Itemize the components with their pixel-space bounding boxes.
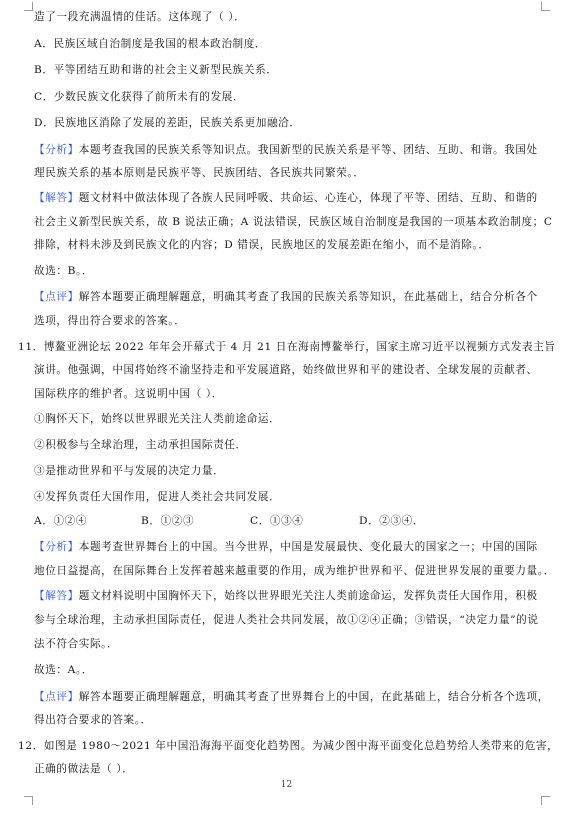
q10-answer-line-3: 排除，材料未涉及到民族文化的内容；D 错误，民族地区的发展差距在缩小，而不是消除。．: [34, 239, 490, 251]
q11-comment-line-1: [34, 690, 547, 704]
q11-statement-3: ③是推动世界和平与发展的决定力量．: [34, 465, 225, 477]
q10-comment-line-2: 选项，得出符合要求的答案。．: [34, 315, 186, 327]
q11-comment-line-2: 得出符合要求的答案。．: [34, 714, 152, 726]
q11-option-a: A．①②④: [34, 515, 88, 527]
q11-comment-text: 解答本题要正确理解题意，明确其考查了世界舞台上的中国，在此基础上，结合分析各个选项，: [78, 691, 549, 703]
q12-stem-line-2: 正确的做法是（ ）．: [34, 763, 134, 775]
q10-option-b: B．平等团结互助和谐的社会主义新型民族关系．: [34, 64, 278, 76]
q10-choice: 故选：B。．: [34, 265, 94, 277]
q11-option-b: B．①②③: [141, 515, 195, 527]
comment-tag: 【点评】: [34, 691, 79, 703]
corner-mark-bottom-left: [24, 796, 33, 805]
q11-answer-line-2: 参与全球治理，主动承担国际责任，促进人类社会共同发展，故①②④正确；③错误，“决定力量”的说: [34, 614, 539, 626]
q10-stem-end: 造了一段充满温情的佳话。这体现了（ ）．: [34, 11, 246, 23]
q11-answer-text: 题文材料说明中国胸怀天下，始终以世界眼光关注人类前途命运，发挥负责任大国作用，积极: [78, 590, 538, 602]
q11-statement-1: ①胸怀天下，始终以世界眼光关注人类前途命运．: [34, 413, 281, 425]
q11-stem-line-2: 演讲。他强调，中国将始终不渝坚持走和平发展道路，始终做世界和平的建设者、全球发展的贡献者、: [34, 364, 538, 376]
q10-analysis-text: 本题考查我国的民族关系等知识点。我国新型的民族关系是平等、团结、互助、和谐。我国处: [78, 144, 538, 156]
answer-tag: 【解答】: [34, 192, 79, 204]
q10-answer-line-1: [34, 191, 547, 205]
page-number: 12: [280, 780, 293, 790]
q12-stem-line-1: 12．如图是 1980～2021 年中国沿海海平面变化趋势图。为减少图中海平面变化总趋势给人类带来的危害，: [18, 740, 559, 752]
q10-answer-text: 题文材料中做法体现了各族人民同呼吸、共命运、心连心，体现了平等、团结、互助、和谐的: [78, 192, 538, 204]
q10-comment-line-1: [34, 290, 547, 304]
answer-tag: 【解答】: [34, 590, 79, 602]
analysis-tag: 【分析】: [34, 144, 79, 156]
analysis-tag: 【分析】: [34, 541, 79, 553]
q11-statement-2: ②积极参与全球治理，主动承担国际责任．: [34, 439, 247, 451]
q11-stem-line-1: 11．博鳌亚洲论坛 2022 年年会开幕式于 4 月 21 日在海南博鳌举行，国家主席习近平以视频方式发表主旨: [18, 341, 556, 353]
q11-analysis-line-1: [34, 540, 547, 554]
corner-mark-top-left: [24, 2, 33, 11]
q10-option-c: C．少数民族文化获得了前所未有的发展．: [34, 91, 245, 103]
q11-choice: 故选：A。．: [34, 664, 93, 676]
q11-option-d: D．②③④．: [359, 515, 425, 527]
q10-analysis-line-2: 理民族关系的基本原则是民族平等、民族团结、各民族共同繁荣。．: [34, 167, 365, 179]
corner-mark-bottom-right: [541, 796, 550, 805]
q10-option-d: D．民族地区消除了发展的差距，民族关系更加融洽．: [34, 117, 301, 129]
q10-option-a: A．民族区域自治制度是我国的根本政治制度．: [34, 38, 267, 50]
q10-analysis-line-1: [34, 143, 547, 157]
q11-statement-4: ④发挥负责任大国作用，促进人类社会共同发展．: [34, 491, 281, 503]
q11-option-c: C．①③④: [250, 515, 304, 527]
comment-tag: 【点评】: [34, 291, 79, 303]
q10-answer-line-2: 社会主义新型民族关系，故 B 说法正确；A 说法错误，民族区域自治制度是我国的一项基本政治制度；C: [34, 216, 553, 228]
q11-analysis-text: 本题考查世界舞台上的中国。当今世界，中国是发展最快、变化最大的国家之一；中国的国际: [78, 541, 538, 553]
q10-comment-text: 解答本题要正确理解题意，明确其考查了我国的民族关系等知识，在此基础上，结合分析各个: [78, 291, 538, 303]
q11-stem-line-3: 国际秩序的维护者。这说明中国（ ）．: [34, 388, 223, 400]
q11-answer-line-1: [34, 589, 547, 603]
q11-analysis-line-2: 地位日益提高，在国际舞台上发挥着越来越重要的作用，成为维护世界和平、促进世界发展的重要力量。．: [34, 565, 555, 577]
q11-answer-line-3: 法不符合实际。．: [34, 638, 119, 650]
